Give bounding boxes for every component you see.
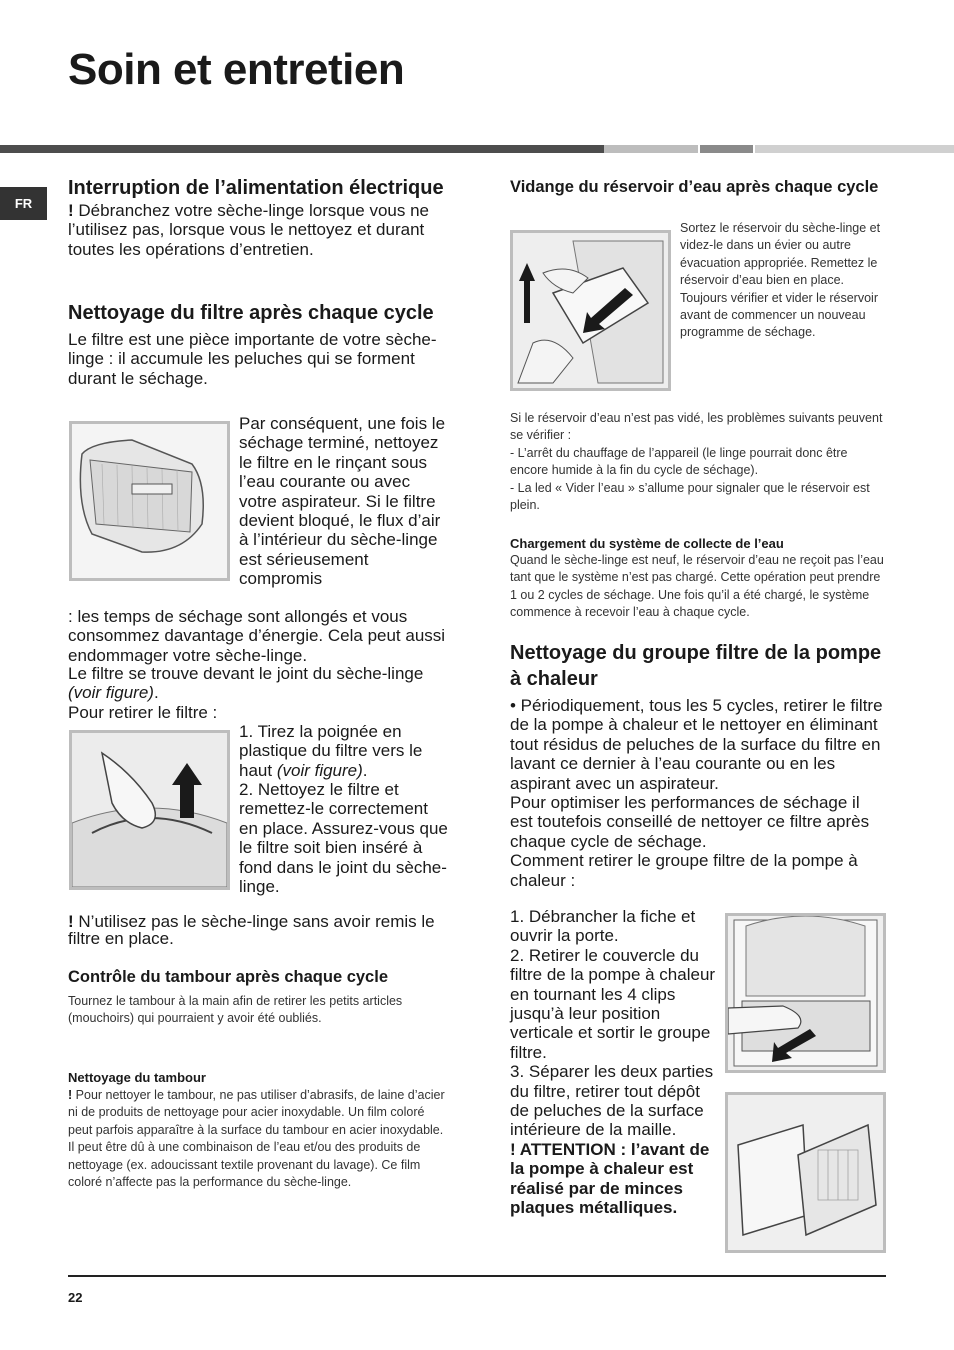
section-heat-pump-filter xyxy=(510,640,886,890)
filter-step-2: 2. Nettoyez le filtre et remettez-le correctement en place. Assurez-vous que le filtre soit bien inséré à fond dans le joint du sèche-linge. xyxy=(239,780,448,897)
drum-cleaning-text: Pour nettoyer le tambour, ne pas utiliser d’abrasifs, de laine d’acier ni de produits de nettoyage pour acier inoxydable. Un film coloré peut parfois apparaître à la surface du tambour en acier inoxydable. Il peut être dû à une combinaison de l’eau et/ou des produits de nettoyage (ex. adoucissant textile provenant du lavage). Ce film coloré n’affecte pas la performance du sèche-linge. xyxy=(68,1088,445,1190)
problem-item: - L’arrêt du chauffage de l’appareil (le linge pourrait donc être encore humide à la fin du cycle de séchage). xyxy=(510,445,848,478)
filter-warning-text: N’utilisez pas le sèche-linge sans avoir remis le filtre en place. xyxy=(68,912,435,948)
drum-check-text: Tournez le tambour à la main afin de retirer les petits articles (mouchoirs) qui pourraient y avoir été oubliés. xyxy=(68,994,403,1026)
header-bar-light-2 xyxy=(755,145,954,153)
header-bar-light-1 xyxy=(604,145,698,153)
heat-pump-attention: ! ATTENTION : l’avant de la pompe à chaleur est réalisé par de minces plaques métalliques. xyxy=(510,1139,710,1218)
page-title: Soin et entretien xyxy=(68,45,405,94)
filter-step-1-main: 1. Tirez la poignée en plastique du filtre vers le haut xyxy=(239,722,423,780)
section-drum-cleaning xyxy=(68,1069,448,1191)
problems-intro: Si le réservoir d’eau n’est pas vidé, les problèmes suivants peuvent se vérifier : xyxy=(510,411,883,443)
filter-remove-intro: Pour retirer le filtre : xyxy=(68,703,218,722)
filter-step-1-end: . xyxy=(362,760,368,780)
warning-mark: ! xyxy=(68,912,74,931)
lint-filter-figure xyxy=(69,421,230,581)
section-heading: Nettoyage du groupe filtre de la pompe à chaleur xyxy=(510,642,882,690)
heat-pump-removal-figure xyxy=(725,913,886,1073)
filter-consequence-text: : les temps de séchage sont allongés et vous consommez davantage d’énergie. Cela peut aussi endommager votre sèche-linge. xyxy=(68,607,446,665)
section-heading: Contrôle du tambour après chaque cycle xyxy=(68,968,388,986)
filter-location-text xyxy=(68,664,448,703)
section-water-tank xyxy=(510,177,886,198)
section-heading: Interruption de l’alimentation électrique xyxy=(68,177,444,199)
heat-pump-paragraph-3: Comment retirer le groupe filtre de la pompe à chaleur : xyxy=(510,851,858,890)
filter-intro: Le filtre est une pièce importante de votre sèche-linge : il accumule les peluches qui se forment durant le séchage. xyxy=(68,330,437,388)
filter-step-1-fig-ref: (voir figure) xyxy=(276,760,363,780)
warning-mark: ! xyxy=(68,201,74,220)
filter-location-end: . xyxy=(153,683,159,703)
filter-step-1 xyxy=(239,722,449,780)
page-number: 22 xyxy=(68,1290,83,1305)
water-tank-problems xyxy=(510,410,886,514)
header-bar-mid xyxy=(700,145,753,153)
language-tab: FR xyxy=(0,187,47,220)
water-tank-text: Sortez le réservoir du sèche-linge et videz-le dans un évier ou autre évacuation appropriée. Remettez le réservoir d’eau bien en place. Toujours vérifier et vider le réservoir avant de commencer un nouveau programme de séchage. xyxy=(680,221,881,340)
heat-pump-step-1: 1. Débrancher la fiche et ouvrir la porte. xyxy=(510,907,696,946)
footer-rule xyxy=(68,1275,886,1277)
section-drum-check xyxy=(68,967,448,1028)
heat-pump-step-2: 2. Retirer le couvercle du filtre de la pompe à chaleur en tournant les 4 clips jusqu’à leur position verticale et sortir le groupe filtre. xyxy=(510,945,716,1062)
section-water-collection xyxy=(510,535,886,622)
water-collection-text: Quand le sèche-linge est neuf, le réservoir d’eau ne reçoit pas l’eau tant que le système n’est pas chargé. Cette opération peut prendre 1 ou 2 cycles de séchage. Une fois qu’il a été chargé, le système commence à recevoir l’eau à chaque cycle. xyxy=(510,553,884,620)
power-text: Débranchez votre sèche-linge lorsque vous ne l’utilisez pas, lorsque vous le nettoyez et durant toutes les opérations d’entretien. xyxy=(68,201,429,259)
section-heading: Vidange du réservoir d’eau après chaque cycle xyxy=(510,178,879,196)
heat-pump-paragraph-1: • Périodiquement, tous les 5 cycles, retirer le filtre de la pompe à chaleur et le nettoyer en éliminant tout résidus de peluches de la surface du filtre en lavant ce dernier à l’eau courante ou en les aspirant avec un aspirateur. xyxy=(510,696,883,793)
problem-item: - La led « Vider l’eau » s’allume pour signaler que le réservoir est plein. xyxy=(510,480,870,513)
section-power-interruption xyxy=(68,177,448,259)
filter-warning xyxy=(68,913,448,947)
filter-location-main: Le filtre se trouve devant le joint du sèche-linge xyxy=(68,664,424,683)
header-bar-dark xyxy=(0,145,604,153)
section-filter-cleaning xyxy=(68,300,448,388)
water-tank-figure xyxy=(510,230,671,391)
section-text xyxy=(68,201,448,259)
filter-cleaning-text: Par conséquent, une fois le séchage terminé, nettoyez le filtre en le rinçant sous l’eau courante ou avec votre aspirateur. Si le filtre devient bloqué, le flux d’air à l’intérieur du sèche-linge est sérieusement compromis xyxy=(239,414,446,589)
filter-location-fig-ref: (voir figure) xyxy=(68,683,154,703)
warning-mark: ! xyxy=(68,1088,73,1102)
heat-pump-paragraph-2: Pour optimiser les performances de séchage il est toutefois conseillé de nettoyer ce filtre après chaque cycle de séchage. xyxy=(510,793,870,851)
heat-pump-steps xyxy=(510,907,720,1218)
section-heading: Nettoyage du tambour xyxy=(68,1070,206,1085)
section-heading: Nettoyage du filtre après chaque cycle xyxy=(68,302,434,324)
filter-parts-figure xyxy=(725,1092,886,1253)
filter-removal-figure xyxy=(69,730,230,890)
heat-pump-step-3: 3. Séparer les deux parties du filtre, retirer tout dépôt de peluches de la surface intérieure de la maille. xyxy=(510,1062,714,1140)
section-heading: Chargement du système de collecte de l’eau xyxy=(510,536,784,551)
drum-cleaning-paragraph xyxy=(68,1087,448,1191)
